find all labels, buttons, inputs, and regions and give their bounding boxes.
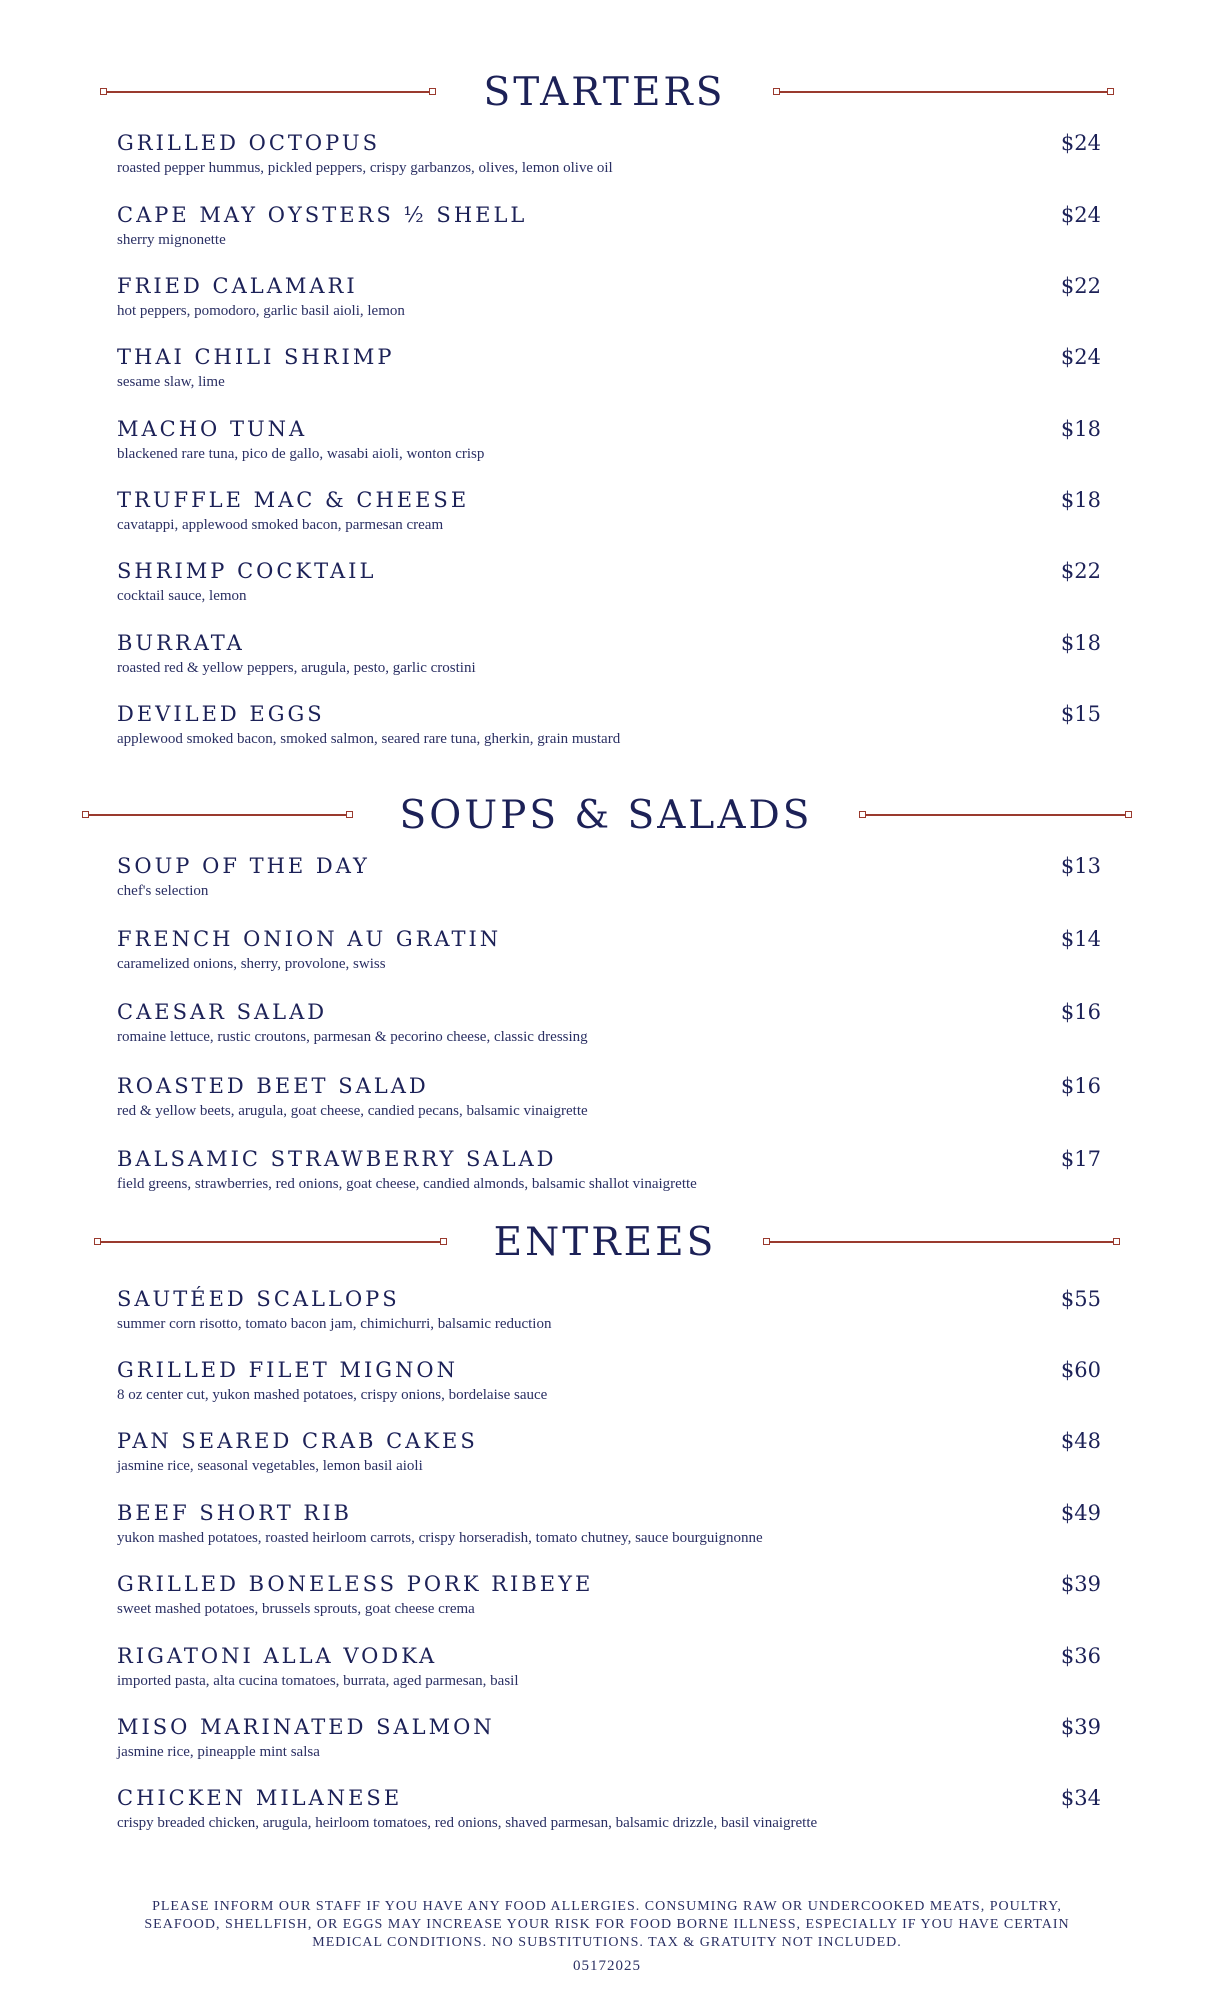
item-name: GRILLED OCTOPUS xyxy=(117,131,380,155)
item-price: $18 xyxy=(1060,631,1101,655)
section-header-starters xyxy=(0,62,1214,122)
item-price: $39 xyxy=(1060,1572,1101,1596)
item-description: red & yellow beets, arugula, goat cheese, candied pecans, balsamic vinaigrette xyxy=(117,1103,588,1119)
item-price: $15 xyxy=(1060,702,1101,726)
item-price: $60 xyxy=(1060,1358,1101,1382)
item-price: $34 xyxy=(1060,1786,1101,1810)
item-price: $18 xyxy=(1060,417,1101,441)
menu-item xyxy=(117,1146,1101,1194)
menu-item xyxy=(117,630,1101,678)
item-description: caramelized onions, sherry, provolone, swiss xyxy=(117,956,386,972)
item-price: $22 xyxy=(1060,559,1101,583)
item-price: $16 xyxy=(1060,1000,1101,1024)
menu-item xyxy=(117,1571,1101,1619)
item-price: $55 xyxy=(1060,1287,1101,1311)
item-price: $36 xyxy=(1060,1644,1101,1668)
section-title: ENTREES xyxy=(493,1219,717,1265)
item-name: DEVILED EGGS xyxy=(117,702,325,726)
item-name: GRILLED BONELESS PORK RIBEYE xyxy=(117,1572,594,1596)
item-price: $22 xyxy=(1060,274,1101,298)
item-name: SOUP OF THE DAY xyxy=(117,854,370,878)
menu-item xyxy=(117,1073,1101,1121)
item-name: CHICKEN MILANESE xyxy=(117,1786,403,1810)
item-name: GRILLED FILET MIGNON xyxy=(117,1358,458,1382)
item-description: 8 oz center cut, yukon mashed potatoes, crispy onions, bordelaise sauce xyxy=(117,1387,548,1403)
item-description: roasted pepper hummus, pickled peppers, crispy garbanzos, olives, lemon olive oil xyxy=(117,160,613,176)
item-name: CAESAR SALAD xyxy=(117,1000,328,1024)
item-description: yukon mashed potatoes, roasted heirloom carrots, crispy horseradish, tomato chutney, sauce bourguignonne xyxy=(117,1530,763,1546)
menu-item xyxy=(117,1357,1101,1405)
menu-item xyxy=(117,999,1101,1047)
item-name: FRIED CALAMARI xyxy=(117,274,358,298)
item-price: $14 xyxy=(1060,927,1101,951)
item-description: field greens, strawberries, red onions, goat cheese, candied almonds, balsamic shallot vinaigrette xyxy=(117,1176,697,1192)
item-price: $48 xyxy=(1060,1429,1101,1453)
item-price: $39 xyxy=(1060,1715,1101,1739)
item-price: $17 xyxy=(1060,1147,1101,1171)
section-title: SOUPS & SALADS xyxy=(399,792,813,838)
section-header-entrees xyxy=(0,1212,1214,1272)
divider-rule xyxy=(862,814,1129,816)
item-description: roasted red & yellow peppers, arugula, pesto, garlic crostini xyxy=(117,660,476,676)
divider-rule xyxy=(103,91,433,93)
item-name: MACHO TUNA xyxy=(117,417,308,441)
item-name: SAUTÉED SCALLOPS xyxy=(117,1287,400,1311)
item-price: $24 xyxy=(1060,203,1101,227)
item-name: FRENCH ONION AU GRATIN xyxy=(117,927,502,951)
menu-date-code: 05172025 xyxy=(573,1958,641,1974)
menu-item xyxy=(117,558,1101,606)
item-description: blackened rare tuna, pico de gallo, wasabi aioli, wonton crisp xyxy=(117,446,485,462)
divider-rule xyxy=(766,1241,1117,1243)
menu-item xyxy=(117,1785,1101,1833)
divider-rule xyxy=(85,814,350,816)
item-name: BALSAMIC STRAWBERRY SALAD xyxy=(117,1147,557,1171)
section-header-soups-salads xyxy=(0,785,1214,845)
allergy-disclaimer: PLEASE INFORM OUR STAFF IF YOU HAVE ANY FOOD ALLERGIES. CONSUMING RAW OR UNDERCOOKED MEATS, POULTRY, SEAFOOD, SHELLFISH, OR EGGS MAY INCREASE YOUR RISK FOR FOOD BORNE ILLNESS, ESPECIALLY IF YOU HAVE CERTAIN MEDICAL CONDITIONS. NO SUBSTITUTIONS. TAX & GRATUITY NOT INCLUDED. xyxy=(144,1899,1070,1950)
item-description: applewood smoked bacon, smoked salmon, seared rare tuna, gherkin, grain mustard xyxy=(117,731,621,747)
menu-item xyxy=(117,202,1101,250)
menu-item xyxy=(117,344,1101,392)
item-name: BURRATA xyxy=(117,631,245,655)
item-description: crispy breaded chicken, arugula, heirloom tomatoes, red onions, shaved parmesan, balsamic drizzle, basil vinaigrette xyxy=(117,1815,818,1831)
item-price: $24 xyxy=(1060,131,1101,155)
item-price: $18 xyxy=(1060,488,1101,512)
item-description: romaine lettuce, rustic croutons, parmesan & pecorino cheese, classic dressing xyxy=(117,1029,588,1045)
menu-item xyxy=(117,926,1101,974)
item-description: sweet mashed potatoes, brussels sprouts, goat cheese crema xyxy=(117,1601,475,1617)
item-name: SHRIMP COCKTAIL xyxy=(117,559,377,583)
item-description: jasmine rice, seasonal vegetables, lemon basil aioli xyxy=(117,1458,423,1474)
item-name: RIGATONI ALLA VODKA xyxy=(117,1644,438,1668)
item-price: $13 xyxy=(1060,854,1101,878)
divider-rule xyxy=(776,91,1111,93)
menu-item xyxy=(117,1643,1101,1691)
item-name: PAN SEARED CRAB CAKES xyxy=(117,1429,478,1453)
item-price: $16 xyxy=(1060,1074,1101,1098)
menu-item xyxy=(117,273,1101,321)
item-price: $49 xyxy=(1060,1501,1101,1525)
menu-item xyxy=(117,853,1101,901)
item-name: MISO MARINATED SALMON xyxy=(117,1715,495,1739)
item-description: sesame slaw, lime xyxy=(117,374,225,390)
section-title: STARTERS xyxy=(483,69,726,115)
item-description: hot peppers, pomodoro, garlic basil aioli, lemon xyxy=(117,303,405,319)
item-description: cocktail sauce, lemon xyxy=(117,588,247,604)
item-description: summer corn risotto, tomato bacon jam, chimichurri, balsamic reduction xyxy=(117,1316,552,1332)
item-description: imported pasta, alta cucina tomatoes, burrata, aged parmesan, basil xyxy=(117,1673,519,1689)
item-description: chef's selection xyxy=(117,883,209,899)
item-name: THAI CHILI SHRIMP xyxy=(117,345,395,369)
menu-item xyxy=(117,701,1101,749)
menu-item xyxy=(117,487,1101,535)
item-name: CAPE MAY OYSTERS ½ SHELL xyxy=(117,203,528,227)
menu-item xyxy=(117,1714,1101,1762)
item-name: BEEF SHORT RIB xyxy=(117,1501,352,1525)
item-description: jasmine rice, pineapple mint salsa xyxy=(117,1744,320,1760)
item-description: cavatappi, applewood smoked bacon, parmesan cream xyxy=(117,517,444,533)
menu-item xyxy=(117,416,1101,464)
menu-item xyxy=(117,130,1101,178)
divider-rule xyxy=(97,1241,444,1243)
menu-item xyxy=(117,1500,1101,1548)
menu-item xyxy=(117,1428,1101,1476)
item-name: ROASTED BEET SALAD xyxy=(117,1074,429,1098)
menu-item xyxy=(117,1286,1101,1334)
item-description: sherry mignonette xyxy=(117,232,226,248)
item-name: TRUFFLE MAC & CHEESE xyxy=(117,488,470,512)
item-price: $24 xyxy=(1060,345,1101,369)
